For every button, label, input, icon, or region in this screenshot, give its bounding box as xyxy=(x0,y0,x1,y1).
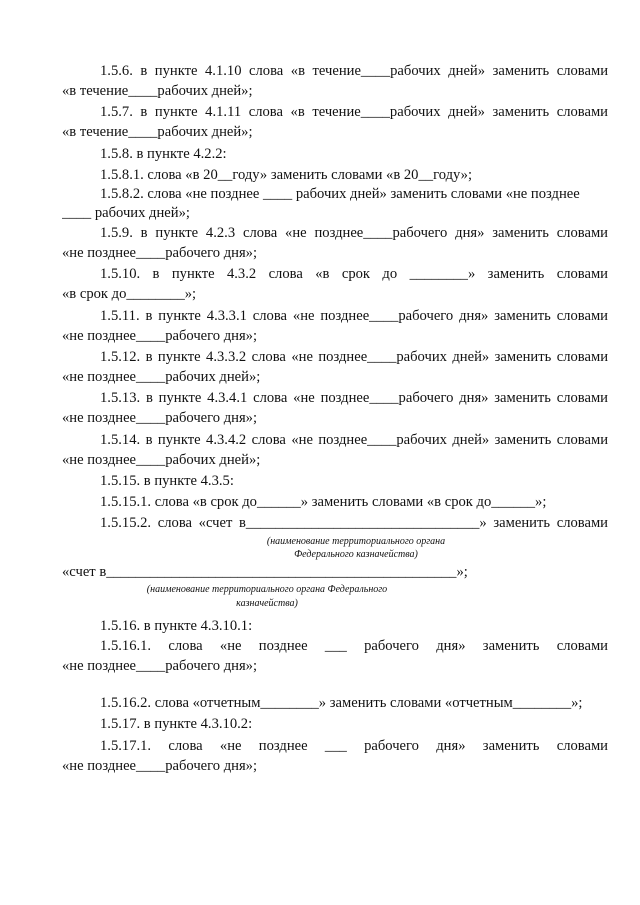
text-line-1.5.15.1: 1.5.15.1. слова «в срок до______» заменить словами «в срок до______»; xyxy=(100,494,547,510)
text-line: «в течение____рабочих дней»; xyxy=(62,124,253,140)
text-line-1.5.7: 1.5.7. в пункте 4.1.11 слова «в течение____рабочих дней» заменить словами xyxy=(100,104,608,120)
caption-treasury: Федерального казначейства) xyxy=(294,549,418,560)
caption-treasury: казначейства) xyxy=(236,598,298,609)
text-line-1.5.15.2: 1.5.15.2. слова «счет в________________________________» заменить словами xyxy=(100,515,608,531)
text-line-1.5.6: 1.5.6. в пункте 4.1.10 слова «в течение____рабочих дней» заменить словами xyxy=(100,63,608,79)
text-line: «не позднее____рабочих дней»; xyxy=(62,452,261,468)
text-line: «не позднее____рабочих дней»; xyxy=(62,369,261,385)
text-line-1.5.9: 1.5.9. в пункте 4.2.3 слова «не позднее____рабочего дня» заменить словами xyxy=(100,225,608,241)
text-line: «в течение____рабочих дней»; xyxy=(62,83,253,99)
text-line-1.5.14: 1.5.14. в пункте 4.3.4.2 слова «не позднее____рабочих дней» заменить словами xyxy=(100,432,608,448)
text-line-1.5.15: 1.5.15. в пункте 4.3.5: xyxy=(100,473,234,489)
text-line: «не позднее____рабочего дня»; xyxy=(62,328,258,344)
caption-territorial-body: (наименование территориального органа xyxy=(266,536,446,547)
text-line: «не позднее____рабочего дня»; xyxy=(62,245,258,261)
text-line: «не позднее____рабочего дня»; xyxy=(62,410,258,426)
text-line-1.5.16.2: 1.5.16.2. слова «отчетным________» заменить словами «отчетным________»; xyxy=(100,695,583,711)
text-line-1.5.13: 1.5.13. в пункте 4.3.4.1 слова «не позднее____рабочего дня» заменить словами xyxy=(100,390,608,406)
text-line: «счет в________________________________________________»; xyxy=(62,564,468,580)
text-line-1.5.16: 1.5.16. в пункте 4.3.10.1: xyxy=(100,618,253,634)
text-line-1.5.10: 1.5.10. в пункте 4.3.2 слова «в срок до ________» заменить словами xyxy=(100,266,608,282)
text-line-1.5.8: 1.5.8. в пункте 4.2.2: xyxy=(100,146,227,162)
text-line-1.5.16.1: 1.5.16.1. слова «не позднее ___ рабочего дня» заменить словами xyxy=(100,638,608,654)
text-line: «в срок до________»; xyxy=(62,286,197,302)
text-line: «не позднее____рабочего дня»; xyxy=(62,658,258,674)
text-line-1.5.8.1: 1.5.8.1. слова «в 20__году» заменить словами «в 20__году»; xyxy=(100,167,473,183)
text-line-1.5.17: 1.5.17. в пункте 4.3.10.2: xyxy=(100,716,253,732)
text-line-1.5.12: 1.5.12. в пункте 4.3.3.2 слова «не позднее____рабочих дней» заменить словами xyxy=(100,349,608,365)
text-line: «не позднее____рабочего дня»; xyxy=(62,758,258,774)
caption-territorial-body: (наименование территориального органа Федерального xyxy=(146,584,388,595)
text-line-1.5.11: 1.5.11. в пункте 4.3.3.1 слова «не позднее____рабочего дня» заменить словами xyxy=(100,308,608,324)
text-line: ____ рабочих дней»; xyxy=(62,205,190,221)
text-line-1.5.17.1: 1.5.17.1. слова «не позднее ___ рабочего дня» заменить словами xyxy=(100,738,608,754)
text-line-1.5.8.2: 1.5.8.2. слова «не позднее ____ рабочих дней» заменить словами «не позднее xyxy=(100,186,580,202)
